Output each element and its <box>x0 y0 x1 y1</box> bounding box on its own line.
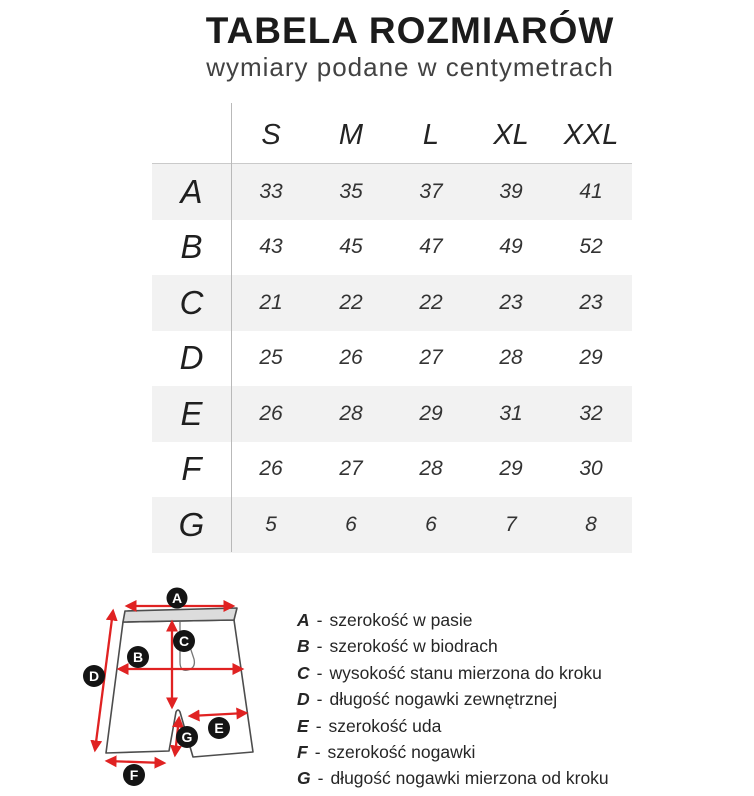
measurement-letter: C <box>297 662 310 683</box>
size-value: 35 <box>339 179 363 203</box>
measurement-description: długość nogawki mierzona od kroku <box>330 768 609 789</box>
badge-a <box>167 588 188 609</box>
page-header <box>66 12 754 81</box>
legend-item-f <box>297 739 737 765</box>
table-row-e <box>152 386 632 442</box>
row-label: D <box>179 339 204 377</box>
size-value: 33 <box>259 179 283 203</box>
size-value: 31 <box>499 401 523 425</box>
table-row-c <box>152 275 632 331</box>
size-value: 30 <box>579 457 603 481</box>
measurement-letter: G <box>297 768 311 789</box>
separator: - <box>316 636 323 657</box>
measurement-letter: E <box>297 715 309 736</box>
measurement-description: szerokość uda <box>328 715 442 736</box>
row-label: C <box>179 283 204 321</box>
measurement-description: szerokość w pasie <box>329 610 473 630</box>
shorts-waistband <box>123 608 237 622</box>
table-row-b <box>152 220 632 276</box>
badge-g <box>176 726 198 748</box>
size-value: 28 <box>499 346 523 370</box>
size-value: 32 <box>579 401 603 425</box>
size-value: 8 <box>585 512 597 536</box>
legend-item-d <box>297 686 737 712</box>
size-value: 49 <box>499 235 523 259</box>
row-label: A <box>180 172 203 210</box>
separator: - <box>317 768 324 789</box>
table-row-g <box>152 497 632 553</box>
table-divider-line <box>231 103 232 552</box>
separator: - <box>316 610 323 630</box>
shorts-diagram <box>60 585 290 796</box>
svg-text:C: C <box>178 633 190 649</box>
separator: - <box>314 741 321 762</box>
separator: - <box>316 689 323 710</box>
size-table-body <box>152 164 632 553</box>
svg-text:D: D <box>88 668 100 684</box>
row-label: F <box>181 450 202 488</box>
size-value: 22 <box>339 290 363 314</box>
measurement-letter: D <box>297 689 310 710</box>
svg-text:A: A <box>171 590 183 606</box>
legend-item-c <box>297 660 737 686</box>
page-title: TABELA ROZMIARÓW <box>205 10 615 51</box>
row-label: B <box>180 228 203 266</box>
separator: - <box>316 662 323 683</box>
separator: - <box>315 715 322 736</box>
size-value: 23 <box>579 290 603 314</box>
legend-item-e <box>297 713 737 739</box>
column-header-s: S <box>261 118 281 151</box>
size-value: 26 <box>259 457 283 481</box>
svg-text:B: B <box>132 649 144 665</box>
measurement-description: długość nogawki zewnętrznej <box>329 689 558 710</box>
badge-b <box>127 646 149 668</box>
size-value: 45 <box>339 235 363 259</box>
size-value: 47 <box>419 235 443 259</box>
size-value: 5 <box>265 512 277 536</box>
size-value: 23 <box>499 290 523 314</box>
size-value: 26 <box>339 346 363 370</box>
size-value: 22 <box>419 290 443 314</box>
measurement-legend <box>297 607 737 792</box>
row-label: E <box>180 394 203 432</box>
size-value: 6 <box>345 512 357 536</box>
size-value: 27 <box>419 346 443 370</box>
table-row-d <box>152 331 632 387</box>
measurement-description: szerokość w biodrach <box>329 636 498 657</box>
size-value: 28 <box>419 457 443 481</box>
legend-item-g <box>297 765 737 791</box>
column-header-m: M <box>338 118 364 151</box>
table-row-a <box>152 164 632 220</box>
size-value: 21 <box>259 290 283 314</box>
column-header-xl: XL <box>493 118 529 151</box>
table-row-f <box>152 442 632 498</box>
size-value: 7 <box>505 512 517 536</box>
svg-text:E: E <box>214 720 224 736</box>
badge-c <box>173 630 195 652</box>
measurement-description: wysokość stanu mierzona do kroku <box>329 662 602 683</box>
legend-item-b <box>297 633 737 659</box>
size-value: 6 <box>425 512 437 536</box>
size-value: 27 <box>339 457 363 481</box>
size-value: 29 <box>499 457 523 481</box>
size-value: 25 <box>259 346 283 370</box>
size-value: 29 <box>419 401 443 425</box>
size-value: 43 <box>259 235 283 259</box>
size-value: 41 <box>579 179 603 203</box>
size-table <box>152 107 632 553</box>
size-value: 37 <box>419 179 443 203</box>
legend-item-a <box>297 607 737 633</box>
svg-text:G: G <box>181 729 193 745</box>
size-table-header-row <box>152 107 632 164</box>
row-label: G <box>178 505 205 543</box>
measurement-letter: F <box>297 741 308 762</box>
size-value: 26 <box>259 401 283 425</box>
size-value: 29 <box>579 346 603 370</box>
badge-d <box>83 665 105 687</box>
size-value: 28 <box>339 401 363 425</box>
measurement-description: szerokość nogawki <box>327 741 476 762</box>
badge-f <box>123 764 145 786</box>
column-header-l: L <box>422 118 440 151</box>
page-subtitle: wymiary podane w centymetrach <box>206 52 614 82</box>
measurement-letter: A <box>297 610 310 630</box>
column-header-xxl: XXL <box>563 118 619 151</box>
arrow-f-leg-opening-width <box>107 761 164 763</box>
size-value: 52 <box>579 235 603 259</box>
svg-text:F: F <box>129 767 139 783</box>
badge-e <box>208 717 230 739</box>
size-value: 39 <box>499 179 523 203</box>
measurement-letter: B <box>297 636 310 657</box>
